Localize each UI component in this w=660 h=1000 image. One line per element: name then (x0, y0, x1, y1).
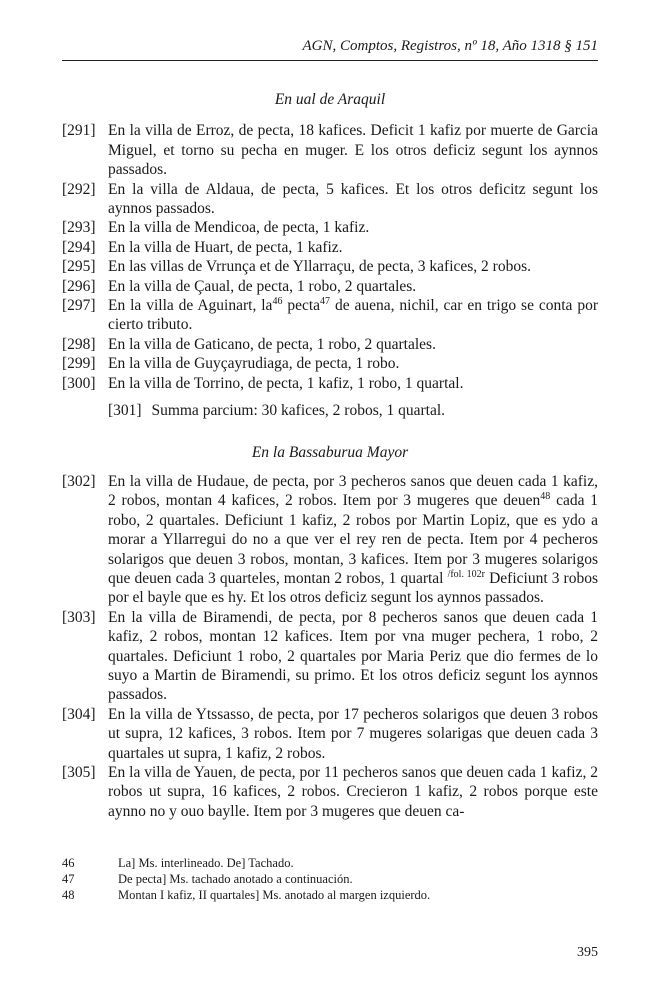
entry-number: [291] (62, 122, 96, 140)
entry-number: [298] (62, 335, 96, 353)
entry-305 (62, 763, 598, 821)
entry-number: [293] (62, 219, 96, 237)
summa-text: Summa parcium: 30 kafices, 2 robos, 1 quartal. (151, 402, 446, 420)
entry-302 (62, 472, 598, 608)
entry-text: En la villa de Biramendi, de pecta, por 8 pecheros sanos que deuen cada 1 kafiz, 2 robos, montan 12 kafices. Item por vna muger pechera, 1 robo, 2 quartales. Deficiunt 1 robo, 2 quartales por Maria Periz que dio fermes de lo suyo a Martin de Biramendi, su primo. Et los otros deficiz segunt los aynnos passados. (108, 608, 598, 704)
entry-292 (62, 180, 598, 219)
footnote-ref-46[interactable]: 46 (272, 295, 283, 307)
footnote-ref-48[interactable]: 48 (540, 491, 551, 503)
entry-number: [299] (62, 355, 96, 373)
entry-text: En la villa de Erroz, de pecta, 18 kafices. Deficit 1 kafiz por muerte de Garcia Miguel, et torno su pecha en muger. E los otros deficiz segunt los aynnos passados. (108, 122, 598, 179)
entry-297 (62, 296, 598, 335)
entry-299 (62, 354, 598, 373)
entry-303 (62, 608, 598, 705)
entry-text-part: Deficiunt 3 robos por el bayle que es hy. Et los otros deficiz segunt los aynnos passados. (108, 569, 599, 607)
footnote-text: La] Ms. interlineado. De] Tachado. (118, 856, 294, 870)
entry-304 (62, 705, 598, 763)
entry-text (108, 296, 598, 335)
entry-text: En la villa de Gaticano, de pecta, 1 robo, 2 quartales. (108, 335, 436, 353)
entry-text: En la villa de Çaual, de pecta, 1 robo, 2 quartales. (108, 277, 417, 295)
entry-text: En la villa de Aldaua, de pecta, 5 kafices. Et los otros deficitz segunt los aynnos passados. (108, 180, 598, 218)
footnote-number: 47 (62, 871, 75, 886)
header-rule (62, 60, 598, 61)
entry-number: [297] (62, 297, 96, 315)
entry-text-part: En la villa de Aguinart, la (108, 297, 273, 315)
entry-number: [295] (62, 258, 96, 276)
running-head: AGN, Comptos, Registros, nº 18, Año 1318 § 151 (302, 38, 598, 54)
entry-text-part: pecta (282, 297, 321, 315)
entry-list-bassaburua (62, 472, 598, 821)
entry-number: [294] (62, 238, 96, 256)
entry-list-araquil (62, 121, 598, 393)
entry-301-summa (62, 401, 598, 420)
entry-number: [305] (62, 764, 96, 781)
entry-text: En la villa de Yauen, de pecta, por 11 pecheros sanos que deuen cada 1 kafiz, 2 robos ut supra, 16 kafices, 2 robos. Crecieron 1 kafiz, 2 robos porque este aynno no y ouo baylle. Item por 3 mugeres que deuen ca- (108, 764, 598, 820)
entry-number: [296] (62, 277, 96, 295)
entry-294 (62, 238, 598, 257)
entry-number: [304] (62, 705, 96, 723)
footnote-text: De pecta] Ms. tachado anotado a continuación. (118, 871, 353, 886)
entry-number: [300] (62, 374, 96, 392)
entry-295 (62, 257, 598, 276)
folio-marker: /fol. 102r (447, 568, 486, 580)
entry-296 (62, 277, 598, 296)
footnote-text: Montan I kafiz, II quartales] Ms. anotado al margen izquierdo. (118, 887, 431, 902)
entry-number: [301] (108, 402, 142, 420)
entry-number: [292] (62, 180, 96, 198)
entry-text: En la villa de Huart, de pecta, 1 kafiz. (108, 238, 343, 256)
entry-text-part: cada 1 robo, 2 quartales. Deficiunt 1 kafiz, 2 robos por Martin Lopiz, que es ydo a morar a Yllarregui do no a que ver el rey ren de pecta. Item por 4 pecheros solarigos que deuen 3 robos, montan, 3 kafices. Item por 3 mugeres solarigos que deuen cada 3 quarteles, montan 2 robos, 1 quartal (108, 492, 599, 587)
footnote-46 (62, 856, 598, 872)
entry-text-part: de auena, nichil, car en trigo se conta por cierto tributo. (108, 297, 599, 334)
entry-number: [302] (62, 472, 96, 490)
entry-text: En la villa de Guyçayrudiaga, de pecta, 1 robo. (108, 355, 400, 373)
footnote-number: 46 (62, 856, 75, 870)
entry-text (108, 472, 598, 608)
section-title-araquil: En ual de Araquil (274, 91, 386, 108)
entry-text: En la villa de Ytssasso, de pecta, por 17 pecheros solarigos que deuen 3 robos ut supra, 12 kafices, 3 robos. Item por 7 mugeres solarigas que deuen cada 3 quartales ut supra, 1 kafiz, 2 robos. (108, 705, 598, 762)
page-number: 395 (577, 945, 598, 960)
footnote-number: 48 (62, 887, 75, 902)
entry-text: En las villas de Vrrunça et de Yllarraçu, de pecta, 3 kafices, 2 robos. (108, 258, 532, 276)
entry-293 (62, 218, 598, 237)
section-title-bassaburua: En la Bassaburua Mayor (251, 443, 409, 461)
footnotes (62, 856, 598, 903)
entry-text: En la villa de Torrino, de pecta, 1 kafiz, 1 robo, 1 quartal. (108, 374, 464, 392)
entry-text-part: En la villa de Hudaue, de pecta, por 3 pecheros sanos que deuen cada 1 kafiz, 2 robos, montan 4 kafices, 2 robos. Item por 3 mugeres que deuen (108, 472, 598, 510)
entry-300 (62, 374, 598, 393)
footnote-ref-47[interactable]: 47 (320, 295, 331, 307)
entry-291 (62, 121, 598, 179)
page-body (62, 90, 598, 821)
footnote-48 (62, 888, 598, 904)
entry-text: En la villa de Mendicoa, de pecta, 1 kafiz. (108, 219, 370, 237)
entry-number: [303] (62, 608, 96, 626)
footnote-47 (62, 872, 598, 888)
entry-298 (62, 335, 598, 354)
